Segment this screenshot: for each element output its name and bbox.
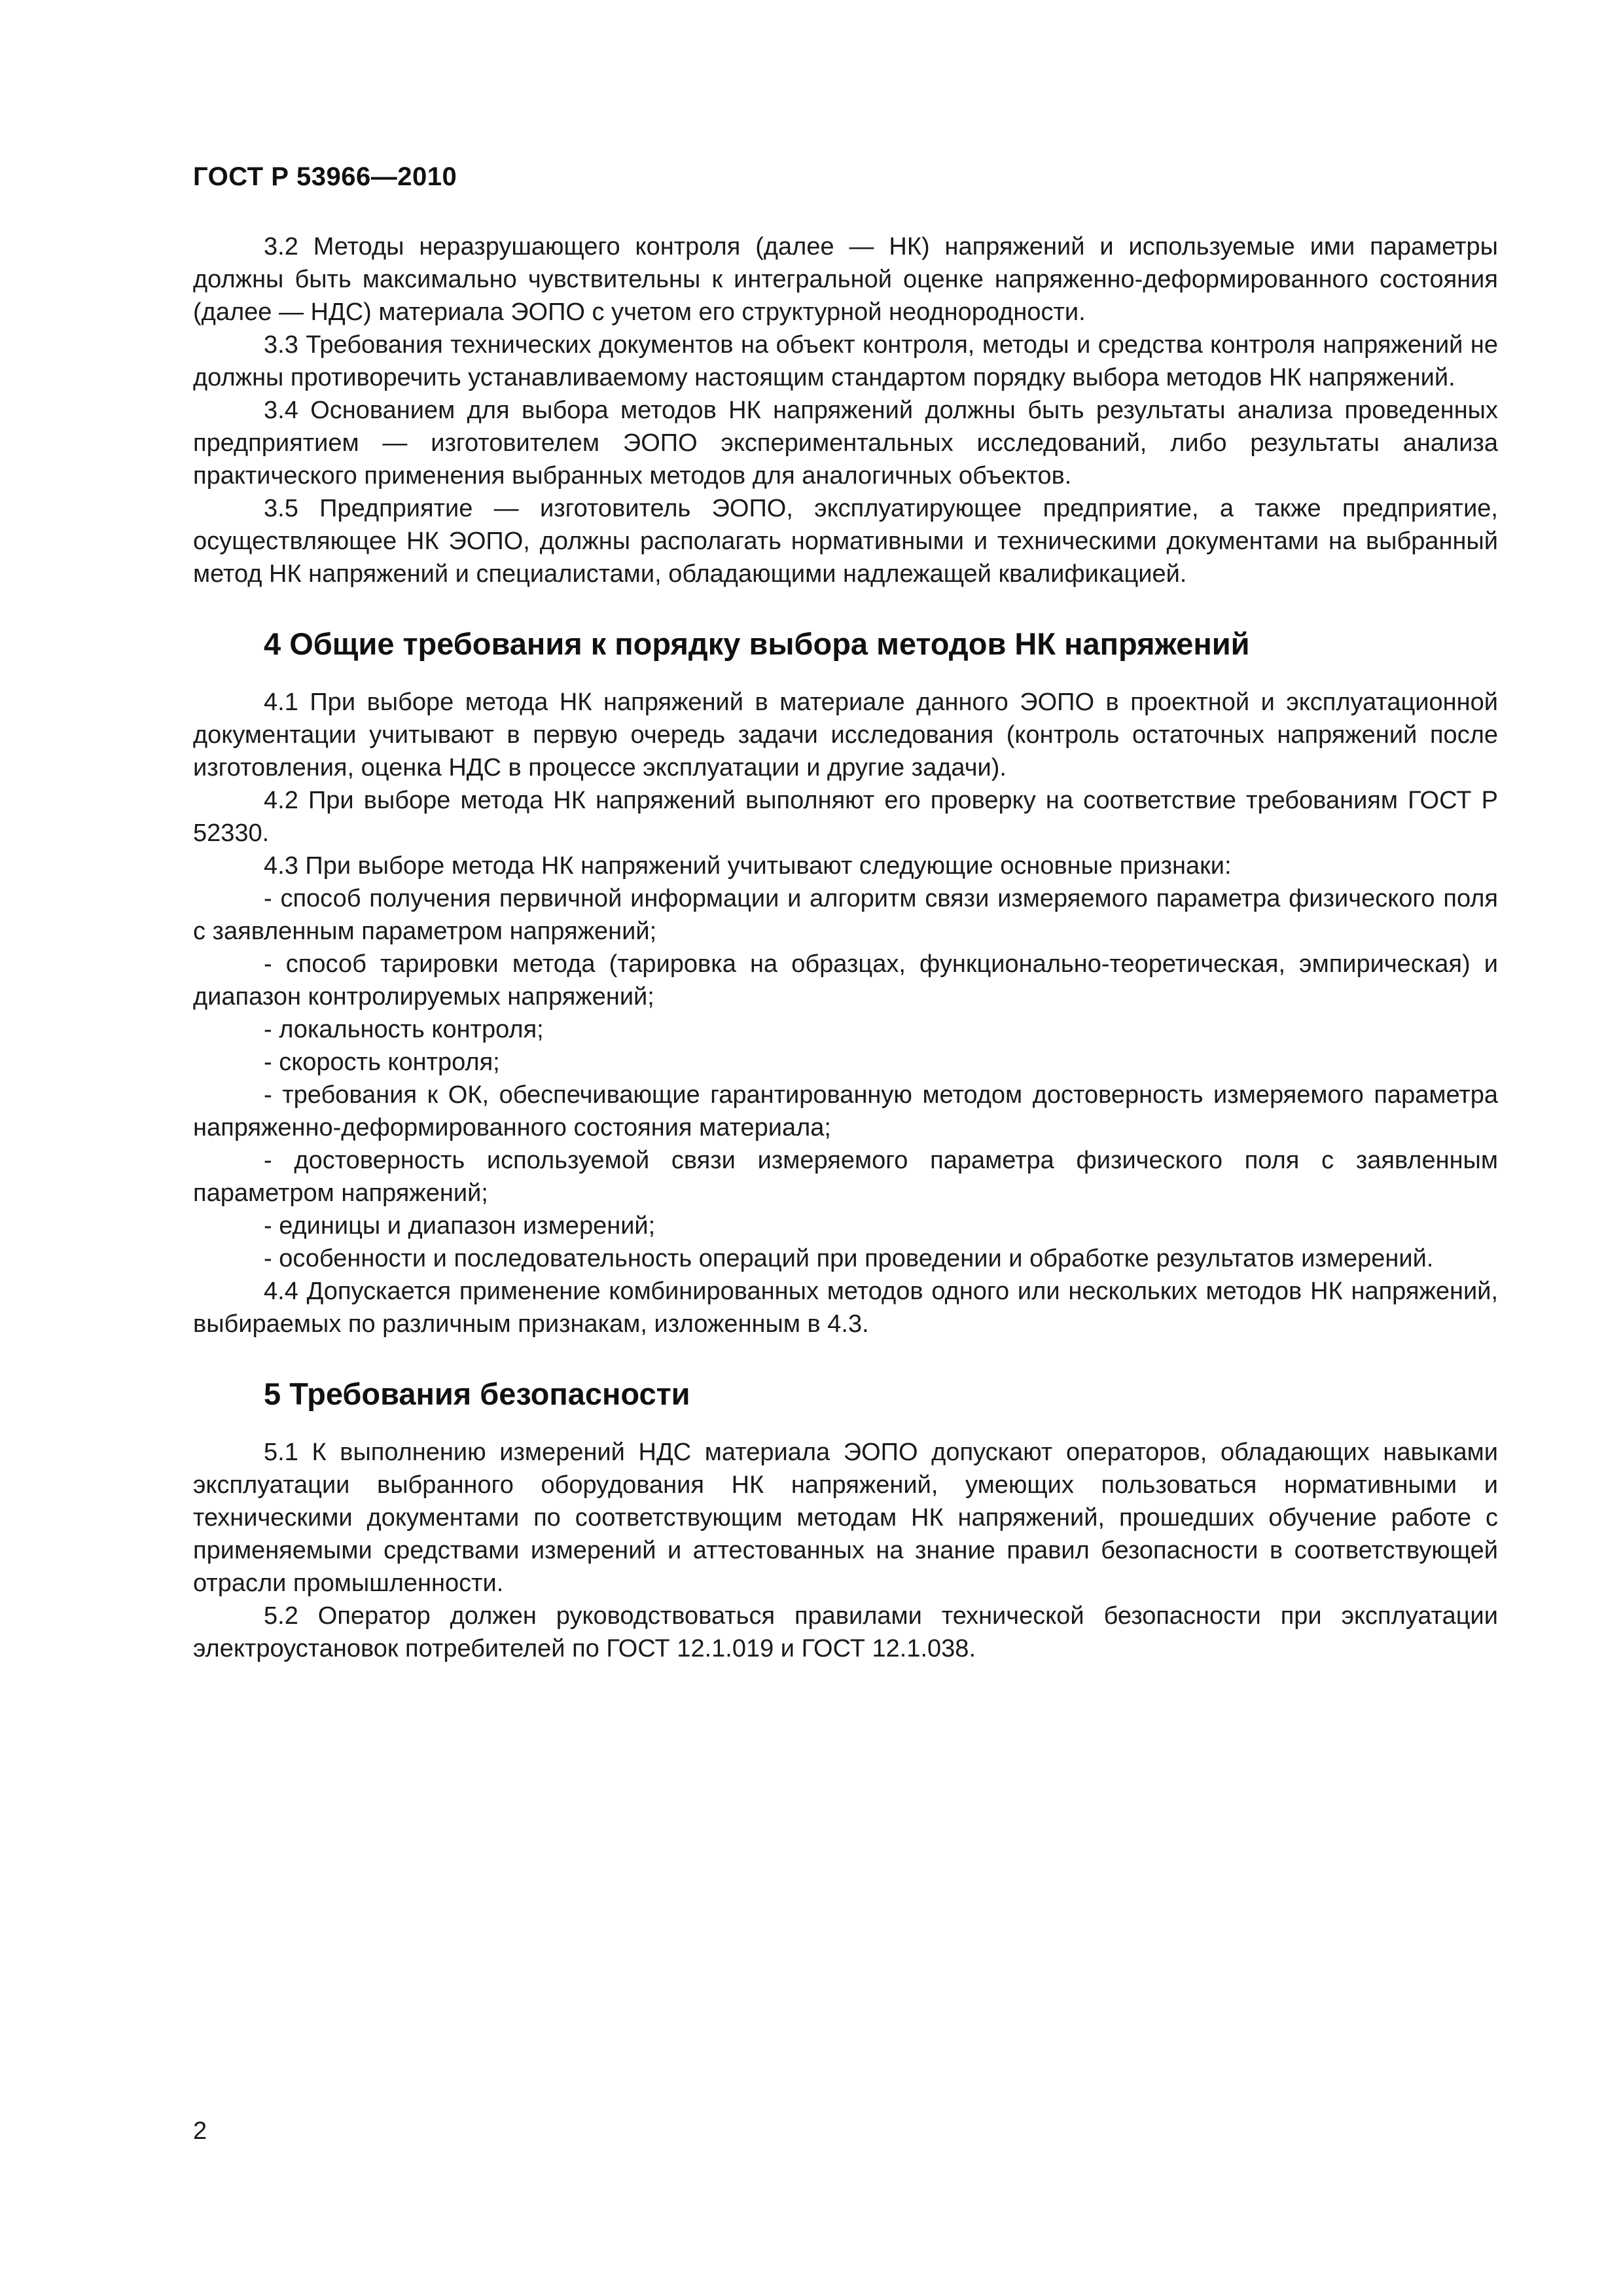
- list-item-information-method: - способ получения первичной информации и алгоритм связи измеряемого параметра физического поля с заявленным параметром напряжений;: [193, 885, 1498, 945]
- document-body: [193, 230, 1498, 1665]
- document-header: ГОСТ Р 53966—2010: [193, 162, 457, 191]
- list-item-object-requirements: - требования к ОК, обеспечивающие гарантированную методом достоверность измеряемого параметра напряженно-деформированного состояния материала;: [193, 1081, 1498, 1141]
- list-item-units-range: - единицы и диапазон измерений;: [264, 1212, 656, 1240]
- paragraph-3-5: 3.5 Предприятие — изготовитель ЭОПО, эксплуатирующее предприятие, а также предприятие, осуществляющее НК ЭОПО, должны располагать нормативными и техническими документами на выбранный метод НК напряжений и специалистами, обладающими надлежащей квалификацией.: [193, 495, 1498, 588]
- paragraph-4-3: 4.3 При выборе метода НК напряжений учитывают следующие основные признаки:: [264, 852, 1232, 880]
- list-item-speed: - скорость контроля;: [264, 1049, 500, 1076]
- page-number: 2: [193, 2117, 207, 2145]
- paragraph-5-1: 5.1 К выполнению измерений НДС материала ЭОПО допускают операторов, обладающих навыками эксплуатации выбранного оборудования НК напряжений, умеющих пользоваться нормативными и техническими документами по соответствующим методам НК напряжений, прошедших обучение работе с применяемыми средствами измерений и аттестованных на знание правил безопасности в соответствующей отрасли промышленности.: [193, 1439, 1498, 1597]
- section-4-heading: 4 Общие требования к порядку выбора методов НК напряжений: [264, 626, 1250, 661]
- list-item-reliability: - достоверность используемой связи измеряемого параметра физического поля с заявленным параметром напряжений;: [193, 1147, 1498, 1207]
- paragraph-5-2: 5.2 Оператор должен руководствоваться правилами технической безопасности при эксплуатации электроустановок потребителей по ГОСТ 12.1.019 и ГОСТ 12.1.038.: [193, 1602, 1498, 1662]
- paragraph-4-2: 4.2 При выборе метода НК напряжений выполняют его проверку на соответствие требованиям ГОСТ Р 52330.: [193, 787, 1498, 847]
- list-item-operations: - особенности и последовательность операций при проведении и обработке результатов измерений.: [264, 1245, 1434, 1272]
- paragraph-4-1: 4.1 При выборе метода НК напряжений в материале данного ЭОПО в проектной и эксплуатационной документации учитывают в первую очередь задачи исследования (контроль остаточных напряжений после изготовления, оценка НДС в процессе эксплуатации и другие задачи).: [193, 689, 1498, 781]
- list-item-calibration-method: - способ тарировки метода (тарировка на образцах, функционально-теоретическая, эмпирическая) и диапазон контролируемых напряжений;: [193, 950, 1498, 1011]
- list-item-locality: - локальность контроля;: [264, 1016, 544, 1043]
- section-5-heading: 5 Требования безопасности: [264, 1376, 690, 1411]
- paragraph-3-4: 3.4 Основанием для выбора методов НК напряжений должны быть результаты анализа проведенных предприятием — изготовителем ЭОПО экспериментальных исследований, либо результаты анализа практического применения выбранных методов для аналогичных объектов.: [193, 397, 1498, 490]
- paragraph-3-3: 3.3 Требования технических документов на объект контроля, методы и средства контроля напряжений не должны противоречить устанавливаемому настоящим стандартом порядку выбора методов НК напряжений.: [193, 331, 1498, 391]
- paragraph-3-2: 3.2 Методы неразрушающего контроля (далее — НК) напряжений и используемые ими параметры должны быть максимально чувствительны к интегральной оценке напряженно-деформированного состояния (далее — НДС) материала ЭОПО с учетом его структурной неоднородности.: [193, 233, 1498, 326]
- paragraph-4-4: 4.4 Допускается применение комбинированных методов одного или нескольких методов НК напряжений, выбираемых по различным признакам, изложенным в 4.3.: [193, 1278, 1498, 1338]
